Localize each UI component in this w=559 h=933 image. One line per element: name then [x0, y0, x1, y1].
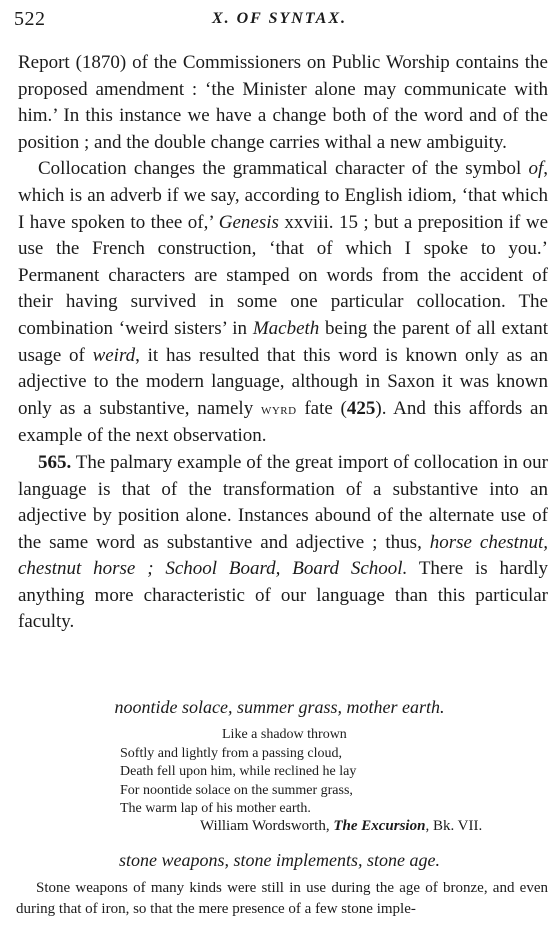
- section-number: 565.: [38, 451, 72, 473]
- paragraph-1: Report (1870) of the Commissioners on Public Worship contains the proposed amendment : ‘the Minister alone may communicate with him.’ In this instance we have a change both of the word and of the position ; and the double change carries withal a new ambiguity.: [18, 52, 548, 153]
- macbeth-title: Macbeth: [252, 317, 320, 339]
- quote-2-text: [16, 878, 548, 919]
- attribution-book: , Bk. VII.: [425, 818, 483, 834]
- word-wyrd: wyrd: [260, 400, 297, 418]
- p2-text-7: ). And this affords an example of the next observation.: [18, 397, 548, 447]
- p3-text-2: There is hardly anything more characteristic of our language than this particular faculty.: [18, 558, 548, 633]
- p2-text-2: , which is an adverb if we say, according to English idiom, ‘that which I have spoken to thee of,’: [18, 158, 548, 233]
- p2-text-1: Collocation changes the grammatical character of the symbol: [38, 158, 529, 180]
- attribution-author: William Wordsworth,: [200, 818, 334, 834]
- paragraph-3: [18, 450, 548, 636]
- poem-line: Softly and lightly from a passing cloud,: [120, 745, 343, 761]
- poem-line: For noontide solace on the summer grass,: [120, 782, 353, 798]
- poem-line: Death fell upon him, while reclined he lay: [120, 764, 357, 780]
- attribution: [200, 818, 482, 835]
- p2-text-6: fate (: [296, 397, 347, 419]
- poem-line: Like a shadow thrown: [222, 727, 347, 742]
- p3-text-1: The palmary example of the great import of collocation in our language is that of the transformation of a substantive into an adjective by position alone. Instances abound of the alternate use of the same word as substantive and adjective ; thus,: [18, 451, 548, 553]
- examples: horse chestnut, chestnut horse ; School Board, Board School.: [18, 531, 548, 580]
- poem-line: The warm lap of his mother earth.: [120, 801, 311, 817]
- p2-text-3: xxviii. 15 ; but a preposition if we use the French construction, ‘that of which I spoke to you.’ Permanent characters are stamped on words from the accident of their having survived in some one particular collocation. The combination ‘weird sisters’ in: [18, 211, 548, 339]
- p2-text-4: being the parent of all extant usage of: [18, 317, 549, 366]
- quote-heading-2-wrap: [0, 850, 559, 871]
- page-header: [12, 8, 547, 34]
- quote-heading-2: stone weapons, stone implements, stone age.: [119, 850, 440, 870]
- genesis-reference: Genesis: [218, 211, 279, 233]
- page-number: 522: [14, 8, 46, 30]
- word-weird: weird: [92, 344, 136, 366]
- quote-heading-1-wrap: [0, 697, 559, 718]
- body-text: [18, 50, 548, 636]
- word-of: of: [528, 158, 544, 180]
- quote-heading-1: noontide solace, summer grass, mother earth.: [114, 697, 445, 717]
- paragraph-2: [18, 156, 548, 450]
- poem-excerpt: [120, 726, 356, 819]
- section-reference: 425: [346, 397, 376, 419]
- p2-text-5: , it has resulted that this word is known only as an adjective to the modern language, although in Saxon it was known only as a substantive, namely: [18, 344, 548, 419]
- running-head: X. OF SYNTAX.: [211, 10, 348, 27]
- attribution-work: The Excursion: [333, 818, 426, 834]
- quote-2-paragraph: Stone weapons of many kinds were still in use during the age of bronze, and even during that of iron, so that the mere presence of a few stone imple-: [16, 880, 548, 917]
